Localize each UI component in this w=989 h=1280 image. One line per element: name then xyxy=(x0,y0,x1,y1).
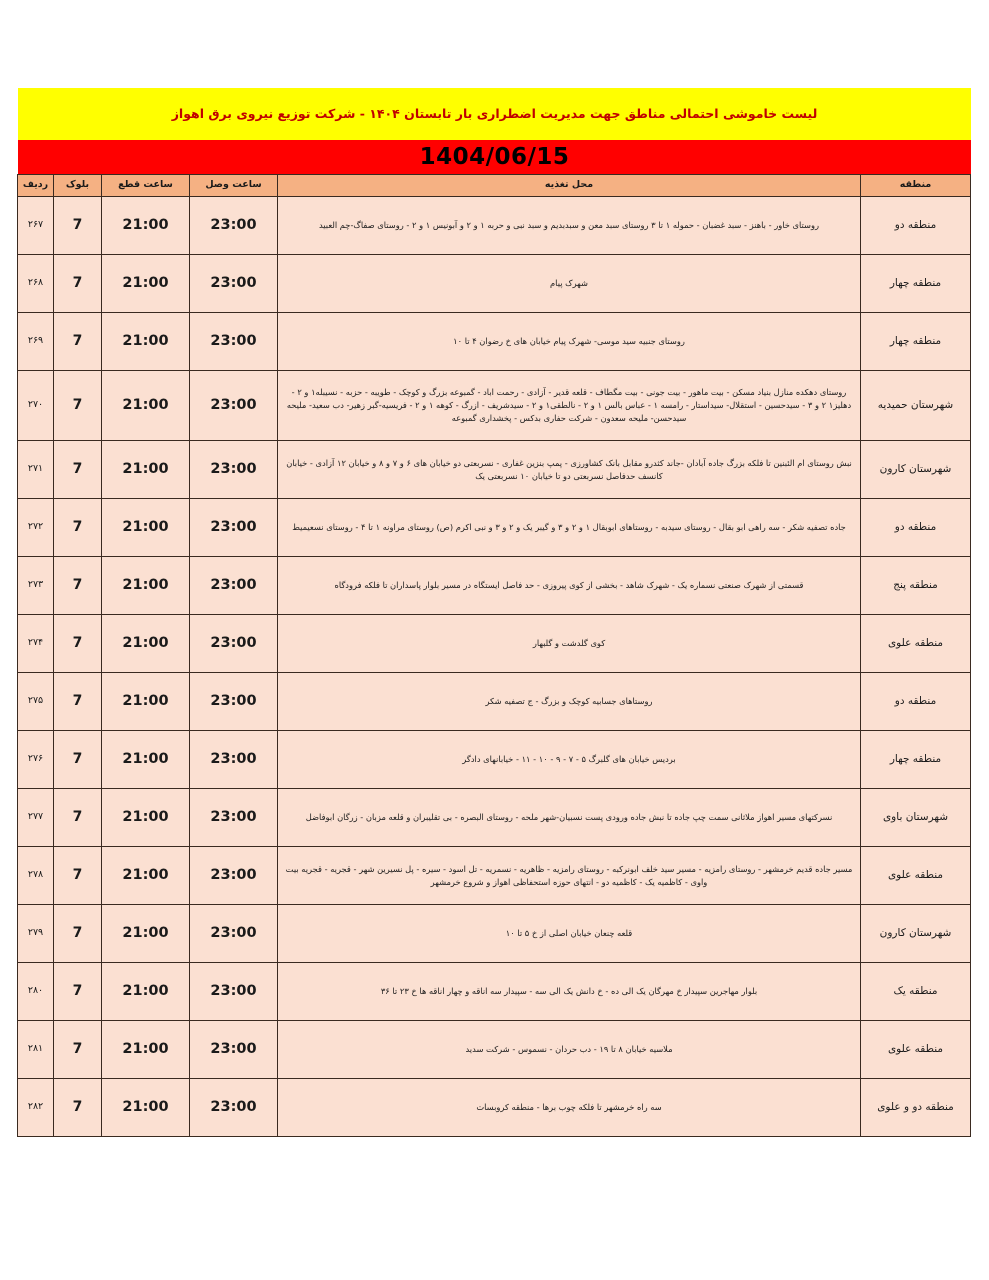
cell-row-number: ۲۶۸ xyxy=(18,255,54,313)
cell-restore-time: 23:00 xyxy=(190,615,278,673)
cell-restore-time: 23:00 xyxy=(190,441,278,499)
table-row xyxy=(18,255,971,313)
cell-block: 7 xyxy=(54,673,102,731)
column-header-feed: محل تغذیه xyxy=(278,175,861,197)
table-row xyxy=(18,557,971,615)
cell-region: شهرستان حمیدیه xyxy=(861,371,971,441)
cell-restore-time: 23:00 xyxy=(190,673,278,731)
cell-region: منطقه دو و علوی xyxy=(861,1079,971,1137)
cell-row-number: ۲۷۴ xyxy=(18,615,54,673)
column-header-off: ساعت قطع xyxy=(102,175,190,197)
cell-region: منطقه علوی xyxy=(861,615,971,673)
cell-row-number: ۲۸۱ xyxy=(18,1021,54,1079)
cell-row-number: ۲۷۸ xyxy=(18,847,54,905)
cell-restore-time: 23:00 xyxy=(190,499,278,557)
cell-cut-time: 21:00 xyxy=(102,731,190,789)
cell-feed-location: روستای خاور - باهنز - سبد غضبان - حموله ۱ تا ۳ روستای سبد معن و سبدبدیم و سبد نبی و حربه ۱ و ۲ و آبونیس ۱ و ۲ - روستای صفاگ-چم العبید xyxy=(278,197,861,255)
cell-block: 7 xyxy=(54,905,102,963)
cell-feed-location: روستاهای جسابیه کوچک و بزرگ - ج تصفیه شکر xyxy=(278,673,861,731)
cell-feed-location: بردیس خیابان های گلبرگ ۵ - ۷ - ۹ - ۱۰ - ۱۱ - خیابانهای دادگر xyxy=(278,731,861,789)
cell-region: منطقه دو xyxy=(861,499,971,557)
cell-restore-time: 23:00 xyxy=(190,1079,278,1137)
cell-cut-time: 21:00 xyxy=(102,847,190,905)
cell-feed-location: روستای دهکده منازل بنیاد مسکن - بیت ماهور - بیت جونی - بیت مگطاف - قلعه قدیر - آزادی - رحمت اباد - گمبوعه بزرگ و کوچک - طویبه - حزبه - نسیبله۱ و ۲ - دهلیز۱ ۲ و ۳ - سیدحسین - استقلال- سیداستار - رامسه ۱ - عباس بالس ۱ و ۲ - نالطقی۱ و ۲ - سیدشریف - ازرگ - کوهه ۱ و ۲ - فریسیه-گبر زهیر- دب سعید- ملیحه سیدحسن- ملیحه سعدون - شرکت حفاری بدکس - پخشداری گمبوعه xyxy=(278,371,861,441)
table-row xyxy=(18,615,971,673)
cell-cut-time: 21:00 xyxy=(102,905,190,963)
cell-cut-time: 21:00 xyxy=(102,255,190,313)
table-header xyxy=(18,175,971,197)
table-row xyxy=(18,371,971,441)
cell-feed-location: شهرک پیام xyxy=(278,255,861,313)
table-row xyxy=(18,441,971,499)
cell-cut-time: 21:00 xyxy=(102,673,190,731)
cell-row-number: ۲۶۹ xyxy=(18,313,54,371)
cell-block: 7 xyxy=(54,731,102,789)
cell-block: 7 xyxy=(54,313,102,371)
cell-region: منطقه دو xyxy=(861,197,971,255)
cell-block: 7 xyxy=(54,847,102,905)
cell-region: منطقه چهار xyxy=(861,313,971,371)
banner-date: 1404/06/15 xyxy=(18,140,971,174)
cell-region: شهرستان کارون xyxy=(861,441,971,499)
cell-row-number: ۲۸۰ xyxy=(18,963,54,1021)
cell-block: 7 xyxy=(54,197,102,255)
cell-restore-time: 23:00 xyxy=(190,847,278,905)
table-row xyxy=(18,731,971,789)
cell-cut-time: 21:00 xyxy=(102,197,190,255)
cell-row-number: ۲۷۳ xyxy=(18,557,54,615)
cell-feed-location: کوی گلدشت و گلبهار xyxy=(278,615,861,673)
column-header-idx: ردیف xyxy=(18,175,54,197)
table-row xyxy=(18,499,971,557)
sheet-container xyxy=(18,88,971,1137)
cell-restore-time: 23:00 xyxy=(190,963,278,1021)
table-body xyxy=(18,197,971,1137)
cell-block: 7 xyxy=(54,615,102,673)
table-row xyxy=(18,673,971,731)
cell-cut-time: 21:00 xyxy=(102,371,190,441)
cell-row-number: ۲۷۹ xyxy=(18,905,54,963)
table-row xyxy=(18,313,971,371)
cell-block: 7 xyxy=(54,557,102,615)
cell-row-number: ۲۷۰ xyxy=(18,371,54,441)
cell-restore-time: 23:00 xyxy=(190,557,278,615)
cell-block: 7 xyxy=(54,1079,102,1137)
table-row xyxy=(18,847,971,905)
cell-restore-time: 23:00 xyxy=(190,255,278,313)
cell-region: منطقه یک xyxy=(861,963,971,1021)
cell-block: 7 xyxy=(54,441,102,499)
cell-block: 7 xyxy=(54,963,102,1021)
cell-cut-time: 21:00 xyxy=(102,963,190,1021)
banner-title: لیست خاموشی احتمالی مناطق جهت مدیریت اضطراری بار تابستان ۱۴۰۴ - شرکت توزیع نیروی برق اهواز xyxy=(18,88,971,140)
cell-row-number: ۲۷۷ xyxy=(18,789,54,847)
cell-block: 7 xyxy=(54,371,102,441)
header-row xyxy=(18,175,971,197)
cell-feed-location: سه راه خرمشهر تا فلکه چوب برها - منطقه کروبسات xyxy=(278,1079,861,1137)
cell-cut-time: 21:00 xyxy=(102,557,190,615)
cell-row-number: ۲۷۱ xyxy=(18,441,54,499)
cell-cut-time: 21:00 xyxy=(102,499,190,557)
cell-restore-time: 23:00 xyxy=(190,731,278,789)
table-row xyxy=(18,963,971,1021)
cell-row-number: ۲۸۲ xyxy=(18,1079,54,1137)
cell-feed-location: نسرکتهای مسیر اهواز ملاثانی سمت چپ جاده تا نبش جاده ورودی پست نسبیان-شهر ملحه - روستای البصره - بی تقلیبران و قلعه مزبان - زرگان ابوفاضل xyxy=(278,789,861,847)
cell-feed-location: بلوار مهاجرین سپیدار خ مهرگان یک الی ده - خ دانش یک الی سه - سپیدار سه اناقه و چهار اناقه ها خ ۲۳ تا ۳۶ xyxy=(278,963,861,1021)
cell-cut-time: 21:00 xyxy=(102,1079,190,1137)
table-row xyxy=(18,905,971,963)
cell-feed-location: قلعه چنعان خیابان اصلی از خ ۵ تا ۱۰ xyxy=(278,905,861,963)
cell-row-number: ۲۶۷ xyxy=(18,197,54,255)
table-row xyxy=(18,197,971,255)
cell-region: شهرستان باوی xyxy=(861,789,971,847)
column-header-block: بلوک xyxy=(54,175,102,197)
cell-block: 7 xyxy=(54,255,102,313)
cell-region: منطقه چهار xyxy=(861,255,971,313)
cell-region: منطقه علوی xyxy=(861,847,971,905)
cell-block: 7 xyxy=(54,499,102,557)
cell-region: شهرستان کارون xyxy=(861,905,971,963)
cell-row-number: ۲۷۲ xyxy=(18,499,54,557)
cell-region: منطقه چهار xyxy=(861,731,971,789)
cell-region: منطقه پنج xyxy=(861,557,971,615)
cell-cut-time: 21:00 xyxy=(102,441,190,499)
column-header-region: منطقه xyxy=(861,175,971,197)
cell-restore-time: 23:00 xyxy=(190,197,278,255)
cell-block: 7 xyxy=(54,789,102,847)
cell-region: منطقه دو xyxy=(861,673,971,731)
cell-cut-time: 21:00 xyxy=(102,313,190,371)
cell-feed-location: روستای جنبیه سید موسی- شهرک پیام خیابان های خ رضوان ۴ تا ۱۰ xyxy=(278,313,861,371)
outage-table xyxy=(17,174,971,1137)
table-row xyxy=(18,1079,971,1137)
cell-feed-location: قسمتی از شهرک صنعتی نسماره یک - شهرک شاهد - بخشی از کوی پیروزی - حد فاصل ایستگاه در مسیر بلوار پاسداران تا فلکه فرودگاه xyxy=(278,557,861,615)
cell-cut-time: 21:00 xyxy=(102,789,190,847)
table-row xyxy=(18,1021,971,1079)
cell-region: منطقه علوی xyxy=(861,1021,971,1079)
cell-feed-location: مسیر جاده قدیم خرمشهر - روستای رامزیه - مسیر سید خلف ابونرکبه - روستای رامزیه - ظاهریه - نسمریه - تل اسود - سیره - پل نسیرین شهر - قجریه - قجریه بیت واوی - کاظمیه یک - کاظمیه دو - انتهای حوزه استحفاظی اهواز و شروع خرمشهر xyxy=(278,847,861,905)
cell-restore-time: 23:00 xyxy=(190,905,278,963)
cell-cut-time: 21:00 xyxy=(102,615,190,673)
cell-restore-time: 23:00 xyxy=(190,1021,278,1079)
cell-feed-location: ملاسیه خیابان ۸ تا ۱۹ - دب حردان - نسموس - شرکت سدید xyxy=(278,1021,861,1079)
cell-restore-time: 23:00 xyxy=(190,313,278,371)
cell-row-number: ۲۷۶ xyxy=(18,731,54,789)
table-row xyxy=(18,789,971,847)
cell-restore-time: 23:00 xyxy=(190,371,278,441)
cell-feed-location: جاده تصفیه شکر - سه راهی ابو بقال - روستای سیدبه - روستاهای ابوبقال ۱ و ۲ و ۳ و گیبر یک و ۲ و ۳ و نبی اکرم (ص) روستای مراونه ۱ تا ۴ - روستای نسعیمیط xyxy=(278,499,861,557)
cell-feed-location: نبش روستای ام الئبنین تا فلکه بزرگ جاده آبادان -جاند کثدرو مقابل بانک کشاورزی - پمپ بنزین غفاری - نسربعتی دو خیابان های ۶ و ۷ و ۸ و خیابان ۱۲ آزادی - خیابان کانسف حدفاصل نسربعتی دو تا خیابان ۱۰ نسربعتی یک xyxy=(278,441,861,499)
cell-cut-time: 21:00 xyxy=(102,1021,190,1079)
cell-block: 7 xyxy=(54,1021,102,1079)
cell-restore-time: 23:00 xyxy=(190,789,278,847)
cell-row-number: ۲۷۵ xyxy=(18,673,54,731)
column-header-on: ساعت وصل xyxy=(190,175,278,197)
